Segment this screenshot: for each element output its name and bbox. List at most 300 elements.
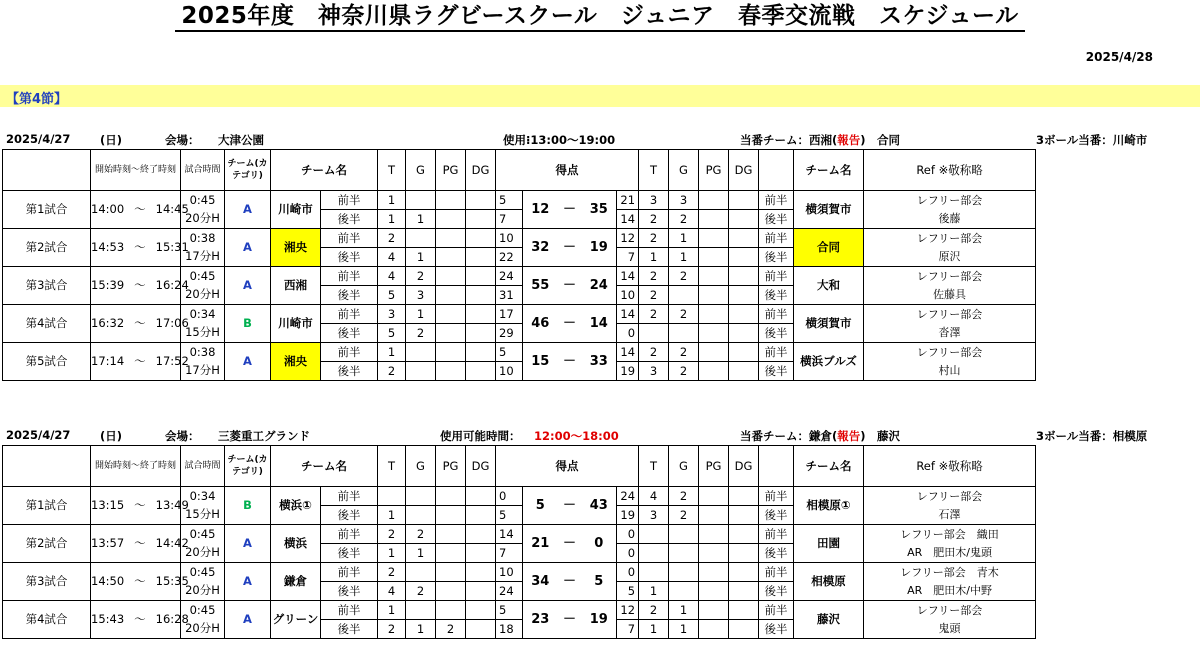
match-number: 第5試合 [3,343,91,381]
table-header-row [3,446,1178,487]
left-score: 12 [523,191,558,229]
right-second-points: 19 [617,362,639,381]
header-dg-right: DG [729,150,759,191]
right-score: 19 [582,229,617,267]
match-number: 第1試合 [3,487,91,525]
left-second-g: 3 [406,286,436,305]
left-second-points: 7 [496,544,523,563]
right-first-points: 12 [617,229,639,248]
right-score: 14 [582,305,617,343]
half-label-left: 前半 [321,487,378,506]
header-blank-half [759,446,794,487]
right-second-dg [729,210,759,229]
time-range [91,305,189,343]
half-label-right: 後半 [759,210,794,229]
left-second-points: 10 [496,362,523,381]
referee-line-1: レフリー部会 [864,343,1036,362]
score-dash: － [558,525,582,563]
left-first-t: 1 [378,601,406,620]
header-g-right: G [669,446,699,487]
match-number: 第3試合 [3,563,91,601]
half-length: 15分H [181,324,225,343]
venue-name: 大津公園 [218,133,264,147]
left-first-g: 2 [406,525,436,544]
header-g-left: G [406,150,436,191]
right-first-t: 2 [639,229,669,248]
half-label-left: 後半 [321,210,378,229]
left-second-points: 24 [496,582,523,601]
document-date: 2025/4/28 [1085,50,1153,64]
half-label-right: 後半 [759,620,794,639]
match-duration: 0:45 [181,525,225,544]
right-first-dg [729,563,759,582]
left-second-g: 2 [406,324,436,343]
right-first-dg [729,267,759,286]
right-second-g: 2 [669,210,699,229]
left-first-pg [436,343,466,362]
half-label-left: 前半 [321,343,378,362]
header-score: 得点 [496,150,639,191]
right-first-points: 0 [617,525,639,544]
header-duration: 試合時間 [181,446,225,487]
right-second-points: 0 [617,324,639,343]
score-dash: － [558,267,582,305]
right-score: 35 [582,191,617,229]
right-first-pg [699,563,729,582]
match-date: 2025/4/27 [6,132,71,146]
left-first-dg [466,191,496,210]
referee-line-2: 後藤 [864,210,1036,229]
score-dash: － [558,601,582,639]
half-length: 17分H [181,248,225,267]
end-time: 17:06 [155,316,189,330]
tilde: ～ [134,354,146,368]
left-second-pg: 2 [436,620,466,639]
referee-line-2: 鬼頭 [864,620,1036,639]
left-first-points: 5 [496,343,523,362]
right-first-dg [729,343,759,362]
half-label-left: 前半 [321,305,378,324]
left-score: 21 [523,525,558,563]
header-g-left: G [406,446,436,487]
team-name-left: 川崎市 [271,305,321,343]
left-second-t: 4 [378,582,406,601]
right-second-g [669,324,699,343]
half-length: 20分H [181,210,225,229]
match-number: 第2試合 [3,525,91,563]
half-label-right: 前半 [759,343,794,362]
right-score: 19 [582,601,617,639]
right-first-g [669,563,699,582]
right-first-t [639,563,669,582]
score-dash: － [558,191,582,229]
team-name-left: 湘央 [271,343,321,381]
left-second-pg [436,286,466,305]
half-label-right: 後半 [759,286,794,305]
right-second-pg [699,582,729,601]
score-dash: － [558,305,582,343]
right-first-points: 14 [617,343,639,362]
team-name-right: 横浜ブルズ [794,343,864,381]
match-day: (日) [100,429,123,443]
duty-report: 報告 [837,133,861,147]
table-row [3,305,1178,324]
header-team-name-right: チーム名 [794,150,864,191]
right-second-points: 5 [617,582,639,601]
right-second-dg [729,582,759,601]
category-badge: A [225,343,271,381]
left-first-pg [436,267,466,286]
half-label-right: 前半 [759,267,794,286]
half-label-right: 前半 [759,305,794,324]
ball-duty: 3ボール当番：相模原 [1036,429,1148,443]
right-second-dg [729,286,759,305]
right-score: 0 [582,525,617,563]
half-label-right: 後半 [759,324,794,343]
match-duration: 0:38 [181,343,225,362]
right-first-t: 2 [639,343,669,362]
right-second-dg [729,544,759,563]
half-length: 20分H [181,620,225,639]
left-score: 23 [523,601,558,639]
left-second-t: 2 [378,620,406,639]
team-name-right: 相模原① [794,487,864,525]
usage-time-label: 使用可能時間： [440,429,521,443]
match-number: 第3試合 [3,267,91,305]
right-score: 24 [582,267,617,305]
left-first-dg [466,601,496,620]
right-first-pg [699,229,729,248]
right-first-pg [699,305,729,324]
right-first-g [669,525,699,544]
right-second-pg [699,324,729,343]
right-first-pg [699,525,729,544]
left-first-points: 5 [496,601,523,620]
left-second-pg [436,362,466,381]
left-first-t: 1 [378,191,406,210]
header-t-left: T [378,150,406,191]
table-row [3,487,1178,506]
left-first-t: 3 [378,305,406,324]
category-badge: A [225,601,271,639]
match-number: 第2試合 [3,229,91,267]
left-second-t: 5 [378,286,406,305]
end-time: 14:45 [155,202,189,216]
right-score: 43 [582,487,617,525]
right-first-dg [729,601,759,620]
table-row [3,229,1178,248]
right-second-points: 19 [617,506,639,525]
half-label-right: 前半 [759,601,794,620]
team-name-left: 鎌倉 [271,563,321,601]
team-name-right: 相模原 [794,563,864,601]
match-number: 第1試合 [3,191,91,229]
right-second-t: 2 [639,210,669,229]
referee-line-2: 村山 [864,362,1036,381]
header-g-right: G [669,150,699,191]
half-length: 17分H [181,362,225,381]
category-badge: B [225,305,271,343]
table-row [3,267,1178,286]
category-badge: A [225,229,271,267]
table-row [3,191,1178,210]
right-first-dg [729,487,759,506]
team-name-right: 藤沢 [794,601,864,639]
match-duration: 0:34 [181,305,225,324]
referee-line-2: 佐藤具 [864,286,1036,305]
match-duration: 0:45 [181,267,225,286]
match-duration: 0:45 [181,191,225,210]
referee-line-1: レフリー部会 [864,191,1036,210]
right-first-t: 2 [639,601,669,620]
referee-line-2: AR 肥田木/鬼頭 [864,544,1036,563]
header-blank [3,446,91,487]
left-first-g: 2 [406,267,436,286]
left-first-g [406,563,436,582]
duty-report: 報告 [837,429,861,443]
right-second-pg [699,620,729,639]
start-time: 15:39 [91,278,125,292]
start-time: 14:53 [91,240,125,254]
right-first-points: 24 [617,487,639,506]
half-label-right: 前半 [759,487,794,506]
left-second-g [406,362,436,381]
left-second-dg [466,620,496,639]
right-second-points: 0 [617,544,639,563]
duty-suffix: ) 藤沢 [860,429,901,443]
half-label-left: 後半 [321,248,378,267]
table-row [3,343,1178,362]
match-date: 2025/4/27 [6,428,71,442]
right-first-points: 12 [617,601,639,620]
left-first-pg [436,525,466,544]
left-first-g: 1 [406,305,436,324]
match-duration: 0:34 [181,487,225,506]
referee-line-1: レフリー部会 [864,305,1036,324]
right-second-pg [699,248,729,267]
right-first-t: 2 [639,305,669,324]
referee-line-2: 石澤 [864,506,1036,525]
left-score: 34 [523,563,558,601]
right-first-dg [729,525,759,544]
duty-prefix: 当番チーム：鎌倉( [740,429,838,443]
duty-suffix: ) 合同 [860,133,901,147]
tilde: ～ [134,202,146,216]
end-time: 14:42 [155,536,189,550]
start-time: 15:43 [91,612,125,626]
time-range [91,229,189,267]
right-second-t: 2 [639,286,669,305]
left-second-t: 1 [378,210,406,229]
header-referee: Ref ※敬称略 [864,446,1036,487]
left-second-dg [466,582,496,601]
half-label-left: 後半 [321,544,378,563]
left-second-t: 1 [378,506,406,525]
half-length: 20分H [181,286,225,305]
team-name-left: 横浜① [271,487,321,525]
venue-info-line [0,428,1200,444]
half-label-left: 後半 [321,620,378,639]
left-second-dg [466,286,496,305]
left-second-g: 1 [406,248,436,267]
table-row [3,601,1178,620]
tilde: ～ [134,316,146,330]
time-range [91,525,189,563]
half-label-right: 前半 [759,191,794,210]
left-second-g: 1 [406,544,436,563]
duty-prefix: 当番チーム：西湘( [740,133,838,147]
right-score: 33 [582,343,617,381]
left-score: 5 [523,487,558,525]
right-second-pg [699,210,729,229]
end-time: 16:28 [155,612,189,626]
referee-line-1: レフリー部会 織田 [864,525,1036,544]
left-first-dg [466,267,496,286]
left-second-points: 22 [496,248,523,267]
header-duration: 試合時間 [181,150,225,191]
left-score: 15 [523,343,558,381]
schedule-table [2,149,1178,381]
end-time: 15:35 [155,574,189,588]
right-second-dg [729,324,759,343]
half-label-left: 後半 [321,324,378,343]
left-first-pg [436,305,466,324]
right-first-t: 4 [639,487,669,506]
right-second-t [639,324,669,343]
header-blank [3,150,91,191]
right-first-t: 3 [639,191,669,210]
header-t-left: T [378,446,406,487]
time-range [91,343,189,381]
left-first-points: 10 [496,229,523,248]
left-second-g [406,506,436,525]
left-second-pg [436,544,466,563]
left-first-g [406,487,436,506]
right-first-t [639,525,669,544]
half-label-left: 後半 [321,506,378,525]
team-name-right: 横須賀市 [794,305,864,343]
half-label-right: 後半 [759,582,794,601]
score-dash: － [558,487,582,525]
team-name-left: グリーン [271,601,321,639]
half-label-right: 後半 [759,544,794,563]
left-first-pg [436,487,466,506]
right-second-dg [729,248,759,267]
right-first-points: 21 [617,191,639,210]
left-second-points: 7 [496,210,523,229]
left-first-pg [436,229,466,248]
left-second-points: 18 [496,620,523,639]
right-second-points: 10 [617,286,639,305]
start-time: 13:15 [91,498,125,512]
right-second-points: 7 [617,620,639,639]
referee-line-1: レフリー部会 青木 [864,563,1036,582]
half-label-right: 前半 [759,525,794,544]
left-first-points: 0 [496,487,523,506]
left-second-t: 1 [378,544,406,563]
right-second-pg [699,506,729,525]
left-first-t: 2 [378,525,406,544]
right-second-t: 1 [639,620,669,639]
left-second-points: 29 [496,324,523,343]
left-score: 32 [523,229,558,267]
header-pg-left: PG [436,446,466,487]
half-length: 20分H [181,582,225,601]
right-first-points: 14 [617,305,639,324]
referee-line-2: AR 肥田木/中野 [864,582,1036,601]
left-first-t [378,487,406,506]
header-referee: Ref ※敬称略 [864,150,1036,191]
referee-line-1: レフリー部会 [864,601,1036,620]
left-first-t: 4 [378,267,406,286]
header-category: チーム(カテゴリ) [225,150,271,191]
right-second-g [669,286,699,305]
left-second-dg [466,506,496,525]
right-first-pg [699,601,729,620]
right-second-points: 7 [617,248,639,267]
half-label-right: 前半 [759,563,794,582]
left-first-points: 17 [496,305,523,324]
start-time: 17:14 [91,354,125,368]
tilde: ～ [134,278,146,292]
start-time: 16:32 [91,316,125,330]
left-first-pg [436,563,466,582]
tilde: ～ [134,612,146,626]
match-duration: 0:38 [181,229,225,248]
match-duration: 0:45 [181,601,225,620]
header-time-range: 開始時刻～終了時刻 [91,150,181,191]
half-label-left: 前半 [321,229,378,248]
header-t-right: T [639,150,669,191]
start-time: 14:50 [91,574,125,588]
match-day: (日) [100,133,123,147]
tilde: ～ [134,240,146,254]
left-second-points: 5 [496,506,523,525]
right-second-g: 2 [669,506,699,525]
half-label-left: 前半 [321,191,378,210]
right-first-g: 2 [669,487,699,506]
section-label: 【第4節】 [6,92,68,107]
score-dash: － [558,229,582,267]
right-second-g: 1 [669,248,699,267]
header-blank-half [759,150,794,191]
header-dg-right: DG [729,446,759,487]
half-label-left: 前半 [321,525,378,544]
right-second-points: 14 [617,210,639,229]
time-range [91,601,189,639]
half-label-left: 前半 [321,601,378,620]
left-second-pg [436,248,466,267]
ball-duty: 3ボール当番：川崎市 [1036,133,1148,147]
left-second-dg [466,248,496,267]
right-first-dg [729,191,759,210]
left-first-points: 24 [496,267,523,286]
left-first-dg [466,229,496,248]
left-first-g [406,601,436,620]
header-pg-left: PG [436,150,466,191]
referee-line-2: 沓澤 [864,324,1036,343]
venue-name: 三菱重工グランド [218,429,310,443]
header-category: チーム(カテゴリ) [225,446,271,487]
left-score: 46 [523,305,558,343]
usage-time-value: 12:00～18:00 [534,429,619,443]
category-badge: A [225,267,271,305]
left-first-dg [466,563,496,582]
end-time: 15:31 [155,240,189,254]
left-first-dg [466,525,496,544]
right-first-pg [699,267,729,286]
header-pg-right: PG [699,446,729,487]
